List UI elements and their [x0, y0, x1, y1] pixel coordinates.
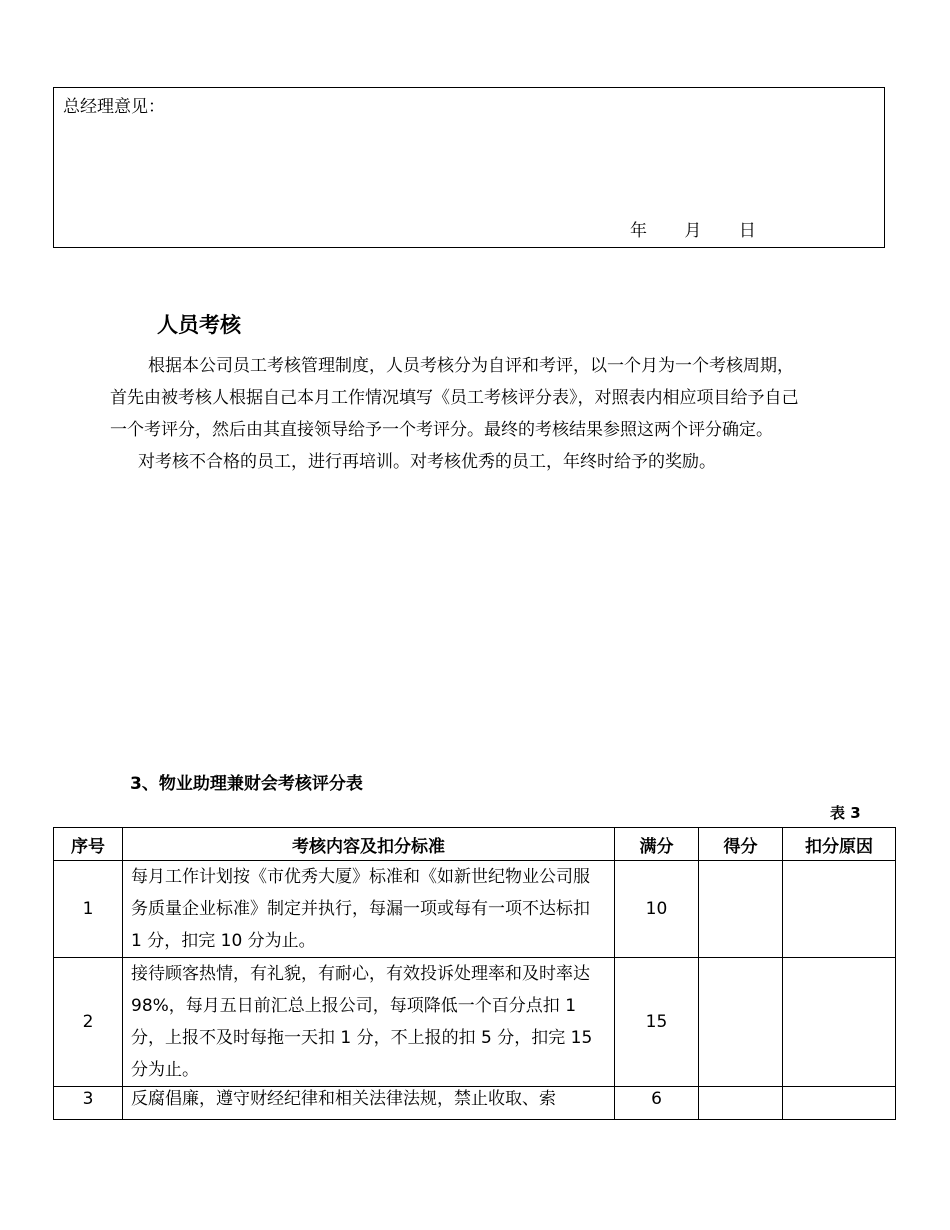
table-row [54, 861, 896, 958]
row-reason-cell[interactable] [783, 861, 896, 958]
table-row [54, 1087, 896, 1120]
row-reason-cell[interactable] [783, 1087, 896, 1120]
training-paragraph: 对考核不合格的员工，进行再培训。对考核优秀的员工，年终时给予的奖励。 [138, 452, 716, 472]
section-heading: 人员考核 [157, 313, 241, 337]
row-content [123, 861, 615, 958]
date-year-label: 年 [630, 221, 647, 241]
date-day-label: 日 [738, 221, 756, 241]
assessment-paragraph [110, 350, 870, 446]
header-no: 序号 [54, 828, 123, 861]
row-full-score: 10 [615, 861, 699, 958]
row-content-text: 接待顾客热情，有礼貌，有耐心，有效投诉处理率和及时率达 98%，每月五日前汇总上报公司，每项降低一个百分点扣 1 分，上报不及时每拖一天扣 1 分，不上报的扣 5 分，扣完 15 分为止。 [131, 964, 593, 1080]
row-content-text: 反腐倡廉，遵守财经纪律和相关法律法规，禁止收取、索 [131, 1089, 556, 1109]
paragraph-line: 根据本公司员工考核管理制度，人员考核分为自评和考评，以一个月为一个考核周期， [148, 356, 794, 376]
gm-opinion-box [53, 87, 885, 248]
paragraph-line: 首先由被考核人根据自己本月工作情况填写《员工考核评分表》，对照表内相应项目给予自己 [110, 388, 799, 408]
row-full-score: 15 [615, 958, 699, 1087]
header-score: 得分 [699, 828, 783, 861]
table-number: 表 3 [830, 804, 861, 822]
gm-opinion-label: 总经理意见： [63, 97, 165, 117]
table-title: 3、物业助理兼财会考核评分表 [130, 774, 363, 794]
score-table [53, 827, 896, 1120]
date-month-label: 月 [684, 221, 702, 241]
table-header-row [54, 828, 896, 861]
header-full-score: 满分 [615, 828, 699, 861]
header-content: 考核内容及扣分标准 [123, 828, 615, 861]
table-row [54, 958, 896, 1087]
row-no: 1 [54, 861, 123, 958]
signature-date [630, 216, 774, 241]
row-score-cell[interactable] [699, 958, 783, 1087]
row-content [123, 1087, 615, 1120]
row-content [123, 958, 615, 1087]
row-score-cell[interactable] [699, 1087, 783, 1120]
row-score-cell[interactable] [699, 861, 783, 958]
row-reason-cell[interactable] [783, 958, 896, 1087]
row-full-score: 6 [615, 1087, 699, 1120]
paragraph-line: 一个考评分，然后由其直接领导给予一个考评分。最终的考核结果参照这两个评分确定。 [110, 420, 773, 440]
header-reason: 扣分原因 [783, 828, 896, 861]
row-no: 3 [54, 1087, 123, 1120]
row-content-text: 每月工作计划按《市优秀大厦》标准和《如新世纪物业公司服务质量企业标准》制定并执行，每漏一项或每有一项不达标扣 1 分，扣完 10 分为止。 [131, 867, 590, 951]
row-no: 2 [54, 958, 123, 1087]
